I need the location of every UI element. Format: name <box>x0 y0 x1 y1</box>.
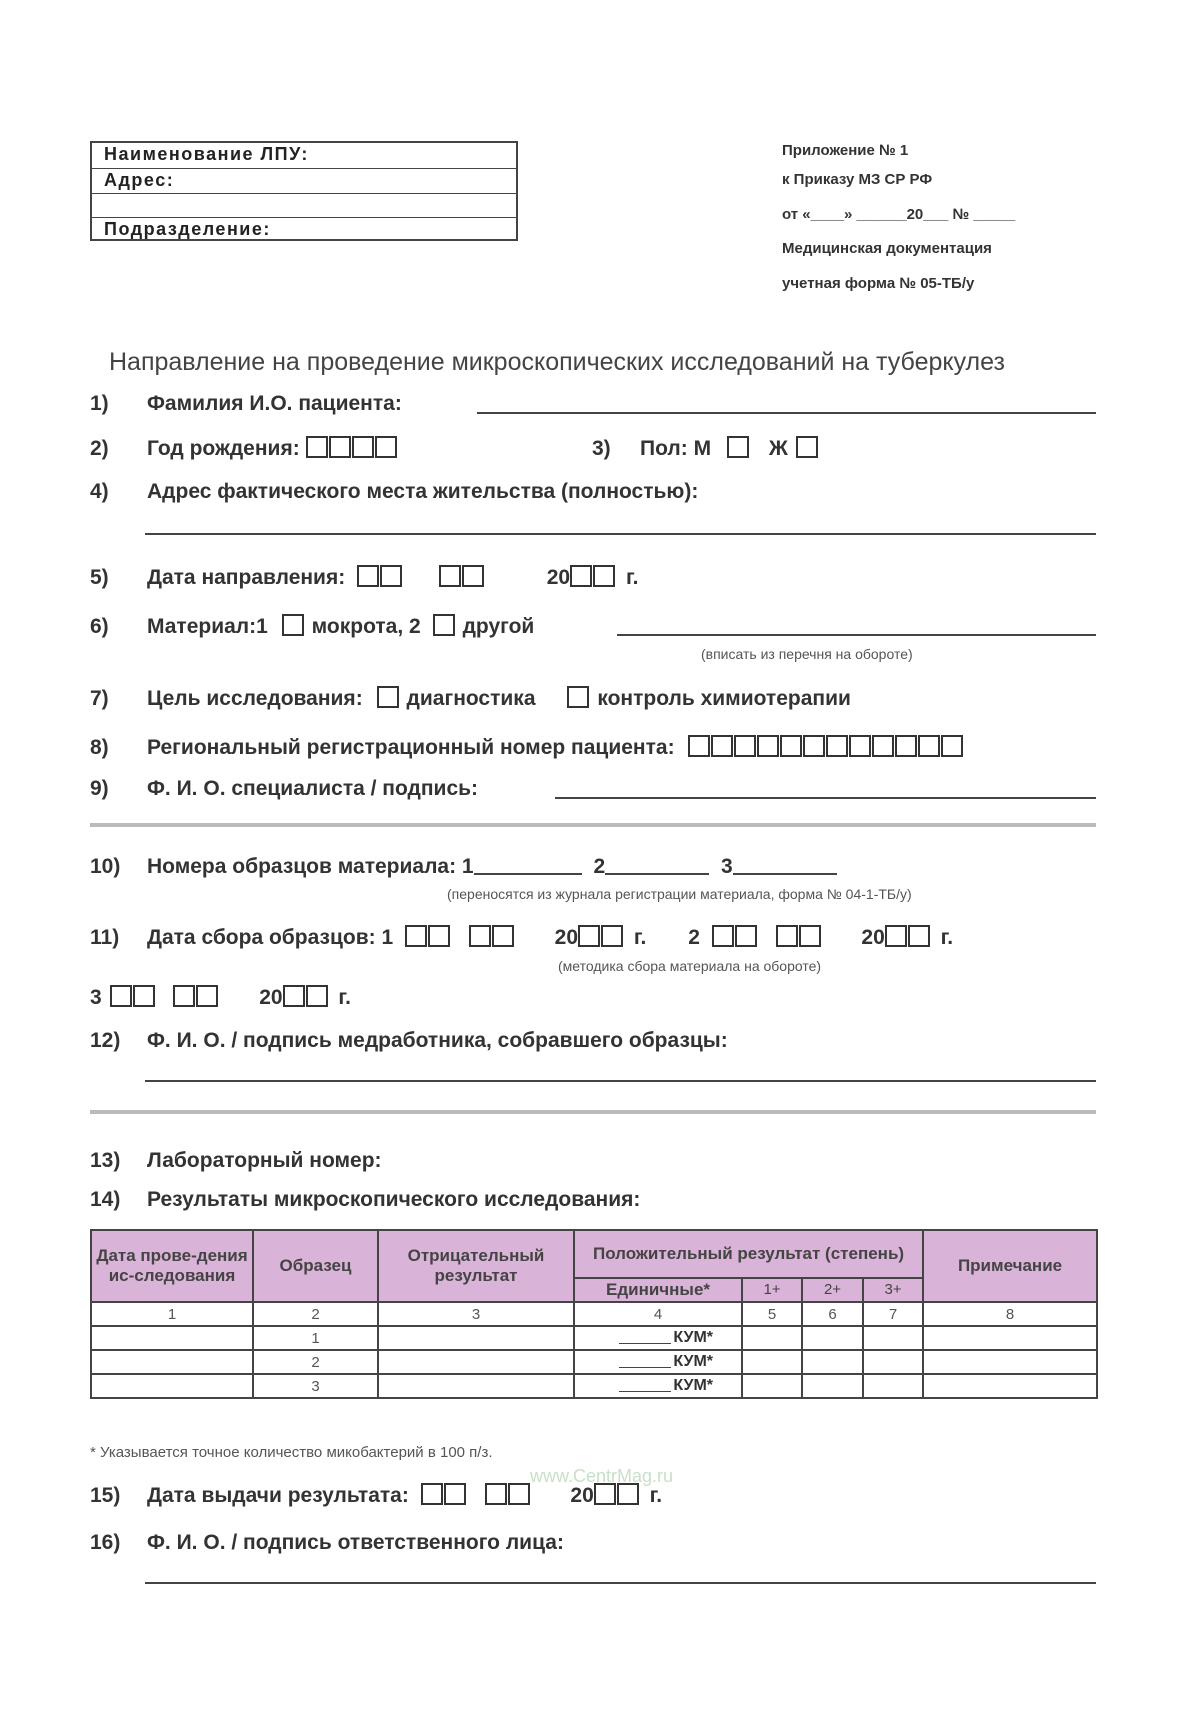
lpu-name-label: Наименование ЛПУ: <box>92 143 516 169</box>
sample-number-2-label: 2 <box>593 855 606 878</box>
col-number: 5 <box>742 1302 802 1326</box>
purpose-diagnostics-label: диагностика <box>406 687 536 710</box>
item-15 <box>90 1483 662 1511</box>
results-table <box>90 1229 1098 1399</box>
item-number: 14) <box>90 1188 121 1211</box>
item-label: Региональный регистрационный номер пациента: <box>147 736 675 759</box>
purpose-control-checkbox[interactable] <box>567 686 589 708</box>
item-label: Дата сбора образцов: 1 <box>147 926 394 949</box>
header-negative: Отрицательный результат <box>378 1230 574 1302</box>
col-number: 2 <box>253 1302 378 1326</box>
sex-male-checkbox[interactable] <box>727 436 749 458</box>
collection-3-month-boxes[interactable] <box>173 985 219 1013</box>
date-cell[interactable] <box>91 1374 253 1398</box>
table-row <box>91 1326 1097 1350</box>
collection-1-day-boxes[interactable] <box>405 925 451 953</box>
item-16 <box>90 1531 564 1555</box>
collector-signature-field[interactable] <box>145 1080 1096 1082</box>
collection-3-day-boxes[interactable] <box>110 985 156 1013</box>
annex-line-1: Приложение № 1 <box>782 142 909 159</box>
item-label: Цель исследования: <box>147 687 363 710</box>
lpu-empty-row <box>92 194 516 218</box>
item-14 <box>90 1188 640 1212</box>
negative-cell[interactable] <box>378 1326 574 1350</box>
p1-cell[interactable] <box>742 1326 802 1350</box>
collection-2-month-boxes[interactable] <box>776 925 822 953</box>
p2-cell[interactable] <box>802 1326 863 1350</box>
referral-year-boxes[interactable] <box>570 565 616 593</box>
collection-1-year-boxes[interactable] <box>578 925 624 953</box>
annex-line-4: Медицинская документация <box>782 240 992 257</box>
p1-cell[interactable] <box>742 1350 802 1374</box>
sample-number-2-field[interactable] <box>605 873 709 875</box>
item-number: 3) <box>592 437 611 460</box>
collection-1-month-boxes[interactable] <box>469 925 515 953</box>
item-label: Фамилия И.О. пациента: <box>147 392 402 415</box>
annex-line-3: от «____» ______20___ № _____ <box>782 206 1016 223</box>
col-number: 1 <box>91 1302 253 1326</box>
section-divider <box>90 823 1096 827</box>
sex-female-checkbox[interactable] <box>796 436 818 458</box>
annex-line-5: учетная форма № 05-ТБ/у <box>782 275 975 292</box>
material-sputum-label: мокрота, 2 <box>311 615 421 638</box>
date-cell[interactable] <box>91 1326 253 1350</box>
item-label: Ф. И. О. / подпись медработника, собравшего образцы: <box>147 1029 728 1052</box>
result-month-boxes[interactable] <box>485 1483 531 1511</box>
header-single: Единичные* <box>574 1278 742 1302</box>
column-numbers-row <box>91 1302 1097 1326</box>
year-suffix: г. <box>633 926 647 949</box>
year-suffix: г. <box>649 1484 663 1507</box>
single-cell[interactable] <box>574 1326 742 1350</box>
sample-number-1-field[interactable] <box>474 873 582 875</box>
header-date: Дата прове-дения ис-следования <box>91 1230 253 1302</box>
item-number: 10) <box>90 855 121 878</box>
result-year-boxes[interactable] <box>594 1483 640 1511</box>
address-field[interactable] <box>145 533 1096 535</box>
header-1plus: 1+ <box>742 1278 802 1302</box>
item-label: Материал:1 <box>147 615 268 638</box>
item-3 <box>592 436 818 461</box>
item-label: Номера образцов материала: 1 <box>147 855 474 878</box>
specialist-signature-field[interactable] <box>555 797 1096 799</box>
item-9 <box>90 777 478 801</box>
result-day-boxes[interactable] <box>421 1483 467 1511</box>
section-divider <box>90 1110 1096 1114</box>
p3-cell[interactable] <box>863 1374 923 1398</box>
item-label: Ф. И. О. специалиста / подпись: <box>147 777 479 800</box>
referral-month-boxes[interactable] <box>439 565 485 593</box>
col-number: 7 <box>863 1302 923 1326</box>
note-cell[interactable] <box>923 1326 1097 1350</box>
item-label: Результаты микроскопического исследования: <box>147 1188 641 1211</box>
item-5 <box>90 565 638 593</box>
lpu-address-label: Адрес: <box>92 169 516 194</box>
single-cell[interactable] <box>574 1350 742 1374</box>
sample-cell: 3 <box>253 1374 378 1398</box>
collection-3-label: 3 <box>90 986 102 1009</box>
kum-label: КУМ* <box>673 1329 713 1346</box>
footnote: * Указывается точное количество микобактерий в 100 п/з. <box>90 1444 493 1461</box>
patient-name-field[interactable] <box>477 412 1096 414</box>
year-suffix: г. <box>940 926 954 949</box>
p3-cell[interactable] <box>863 1326 923 1350</box>
header-sample: Образец <box>253 1230 378 1302</box>
year-prefix: 20 <box>259 986 283 1009</box>
collection-note: (методика сбора материала на обороте) <box>558 958 822 974</box>
item-number: 16) <box>90 1531 121 1554</box>
sample-numbers-note: (переносятся из журнала регистрации материала, форма № 04-1-ТБ/у) <box>447 886 912 902</box>
col-number: 8 <box>923 1302 1097 1326</box>
item-8 <box>90 735 964 763</box>
negative-cell[interactable] <box>378 1350 574 1374</box>
item-12 <box>90 1029 728 1053</box>
lpu-department-label: Подразделение: <box>104 219 271 239</box>
item-number: 1) <box>90 392 109 415</box>
date-cell[interactable] <box>91 1350 253 1374</box>
year-suffix: г. <box>625 566 639 589</box>
note-cell[interactable] <box>923 1374 1097 1398</box>
item-number: 4) <box>90 480 109 503</box>
birth-year-boxes[interactable] <box>306 436 398 464</box>
item-number: 9) <box>90 777 109 800</box>
lpu-box <box>90 141 518 241</box>
item-number: 5) <box>90 566 109 589</box>
note-cell[interactable] <box>923 1350 1097 1374</box>
header-note: Примечание <box>923 1230 1097 1302</box>
header-2plus: 2+ <box>802 1278 863 1302</box>
item-label: Год рождения: <box>147 437 300 460</box>
item-number: 15) <box>90 1484 121 1507</box>
material-note: (вписать из перечня на обороте) <box>701 646 913 662</box>
year-prefix: 20 <box>554 926 579 949</box>
purpose-control-label: контроль химиотерапии <box>597 687 851 710</box>
single-cell[interactable] <box>574 1374 742 1398</box>
item-label: Дата направления: <box>147 566 346 589</box>
kum-label: КУМ* <box>673 1353 713 1370</box>
year-prefix: 20 <box>546 566 571 589</box>
material-other-checkbox[interactable] <box>433 614 455 636</box>
collection-3-year-boxes[interactable] <box>283 985 329 1013</box>
item-1 <box>90 392 402 416</box>
collection-2-day-boxes[interactable] <box>712 925 758 953</box>
material-sputum-checkbox[interactable] <box>282 614 304 636</box>
item-label: Лабораторный номер: <box>147 1149 382 1172</box>
item-label: Дата выдачи результата: <box>147 1484 409 1507</box>
header-3plus: 3+ <box>863 1278 923 1302</box>
col-number: 4 <box>574 1302 742 1326</box>
page-title: Направление на проведение микроскопических исследований на туберкулез <box>109 348 1005 376</box>
material-other-field[interactable] <box>617 634 1096 636</box>
annex-line-2: к Приказу МЗ СР РФ <box>782 171 933 188</box>
sample-number-3-field[interactable] <box>733 873 837 875</box>
item-label: Ф. И. О. / подпись ответственного лица: <box>147 1531 564 1554</box>
collection-2-label: 2 <box>688 926 700 949</box>
sex-female-label: Ж <box>768 437 788 460</box>
material-other-label: другой <box>462 615 535 638</box>
responsible-signature-field[interactable] <box>145 1582 1096 1584</box>
sample-cell: 1 <box>253 1326 378 1350</box>
item-2 <box>90 436 398 464</box>
item-number: 11) <box>90 926 120 949</box>
collection-2-year-boxes[interactable] <box>885 925 931 953</box>
item-number: 6) <box>90 615 109 638</box>
referral-day-boxes[interactable] <box>357 565 403 593</box>
watermark: www.CentrMag.ru <box>530 1466 674 1486</box>
p2-cell[interactable] <box>802 1374 863 1398</box>
sample-cell: 2 <box>253 1350 378 1374</box>
item-number: 7) <box>90 687 109 710</box>
sample-number-3-label: 3 <box>720 855 733 878</box>
item-number: 2) <box>90 437 109 460</box>
table-row <box>91 1350 1097 1374</box>
col-number: 6 <box>802 1302 863 1326</box>
p1-cell[interactable] <box>742 1374 802 1398</box>
year-prefix: 20 <box>861 926 885 949</box>
p2-cell[interactable] <box>802 1350 863 1374</box>
item-7 <box>90 686 851 711</box>
negative-cell[interactable] <box>378 1374 574 1398</box>
year-prefix: 20 <box>570 1484 594 1507</box>
col-number: 3 <box>378 1302 574 1326</box>
p3-cell[interactable] <box>863 1350 923 1374</box>
registration-number-boxes[interactable] <box>688 735 964 763</box>
item-10 <box>90 855 837 879</box>
item-number: 12) <box>90 1029 121 1052</box>
year-suffix: г. <box>338 986 351 1009</box>
item-11-sample-3 <box>90 985 351 1013</box>
item-13 <box>90 1149 382 1173</box>
table-row <box>91 1374 1097 1398</box>
item-number: 13) <box>90 1149 121 1172</box>
item-4 <box>90 480 698 504</box>
item-6 <box>90 614 534 639</box>
item-number: 8) <box>90 736 109 759</box>
kum-label: КУМ* <box>673 1377 713 1394</box>
item-label: Адрес фактического места жительства (полностью): <box>147 480 699 503</box>
header-positive: Положительный результат (степень) <box>574 1230 923 1278</box>
purpose-diagnostics-checkbox[interactable] <box>377 686 399 708</box>
item-11 <box>90 925 953 953</box>
item-label: Пол: М <box>640 437 712 460</box>
